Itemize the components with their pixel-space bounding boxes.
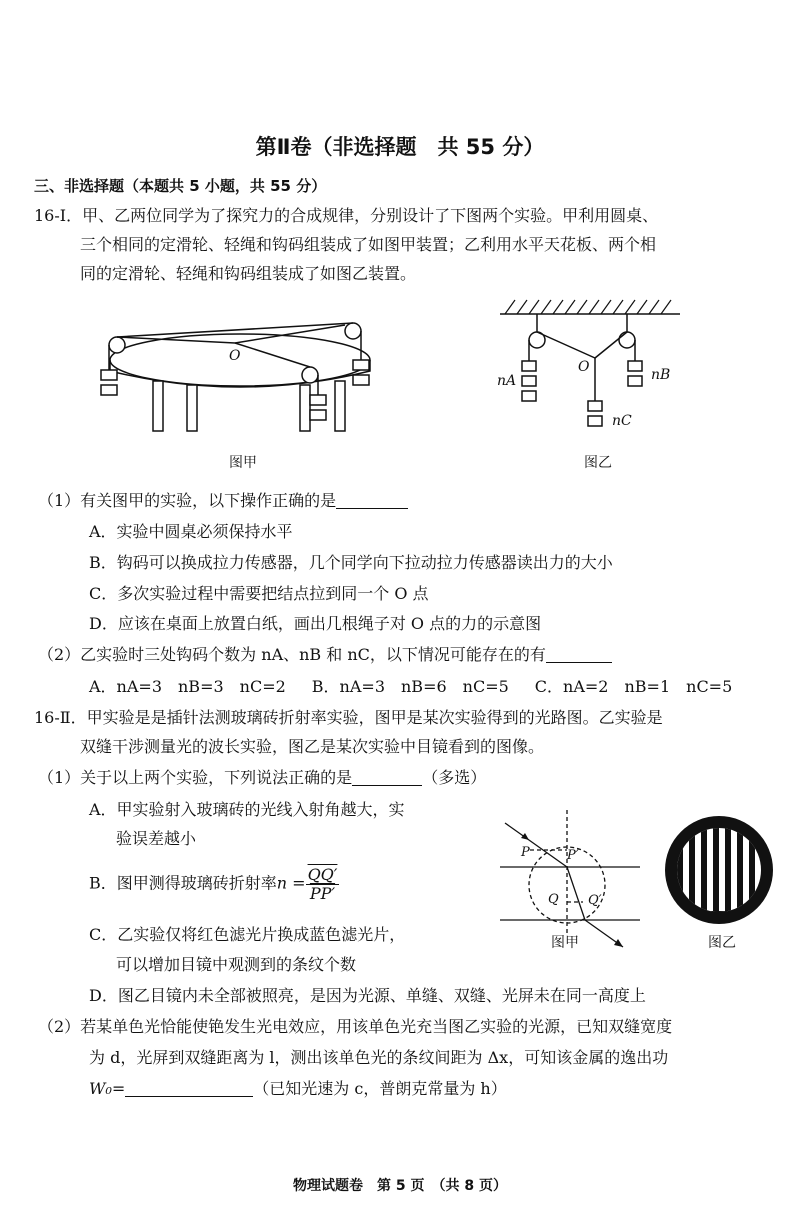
q16b-p2-line-3: W₀= （已知光速为 c，普朗克常量为 h） xyxy=(89,1079,507,1098)
fig-yi-label-na: nA xyxy=(497,373,517,389)
fig-jia-label-o: O xyxy=(229,348,241,364)
q16b-p2-line-2: 为 d，光屏到双缝距离为 l，测出该单色光的条纹间距为 Δx，可知该金属的逸出功 xyxy=(89,1048,669,1067)
fig-brick-label-p: P xyxy=(521,845,530,860)
fig-brick-label-p-prime: P′ xyxy=(567,848,579,863)
q16a-p1-stem: （1）有关图甲的实验，以下操作正确的是 xyxy=(38,491,408,510)
fig-brick-label-q-prime: Q′ xyxy=(588,893,602,908)
q16a-p1-option-d: D．应该在桌面上放置白纸，画出几根绳子对 O 点的力的示意图 xyxy=(89,614,542,633)
q16b-p1-option-d: D．图乙目镜内未全部被照亮，是因为光源、单缝、双缝、光屏未在同一高度上 xyxy=(89,986,646,1005)
answer-blank[interactable] xyxy=(546,646,612,663)
q16a-p1-option-c: C．多次实验过程中需要把结点拉到同一个 O 点 xyxy=(89,584,429,603)
fig-brick-label-q: Q xyxy=(548,892,559,907)
q16a-p2-option-a: A．nA=3 nB=3 nC=2 xyxy=(89,677,286,696)
q16a-p2-option-c: C．nA=2 nB=1 nC=5 xyxy=(534,677,733,696)
refraction-fraction: $\frac{QQ'}{PP'}$ xyxy=(307,865,338,903)
figure-interference-fringes xyxy=(664,815,774,925)
fig-yi-label-nc: nC xyxy=(612,413,632,429)
fig-brick-caption: 图甲 xyxy=(551,935,579,951)
q16a-p2-options xyxy=(89,677,732,696)
q16b-p1-option-b: B．图甲测得玻璃砖折射率n = $\frac{QQ'}{PP'}$ xyxy=(89,865,338,903)
fig-yi-label-nb: nB xyxy=(651,367,671,383)
q16a-stem-line-1: 16-Ⅰ．甲、乙两位同学为了探究力的合成规律，分别设计了下图两个实验。甲利用圆桌、 xyxy=(34,206,659,225)
fig-yi-label-o: O xyxy=(578,359,590,375)
q16b-stem-line-2: 双缝干涉测量光的波长实验，图乙是某次实验中目镜看到的图像。 xyxy=(80,737,545,756)
figure-round-table xyxy=(95,315,395,465)
q16a-stem-line-3: 同的定滑轮、轻绳和钩码组装成了如图乙装置。 xyxy=(80,264,417,283)
fig-jia-caption: 图甲 xyxy=(229,455,257,471)
q16a-p2-option-b: B．nA=3 nB=6 nC=5 xyxy=(311,677,509,696)
answer-blank[interactable] xyxy=(352,769,422,786)
q16b-p1-option-a-line-2: 验误差越小 xyxy=(116,829,197,848)
answer-blank[interactable] xyxy=(336,492,408,509)
fig-fringes-caption: 图乙 xyxy=(708,935,736,951)
q16a-stem-line-2: 三个相同的定滑轮、轻绳和钩码组装成了如图甲装置；乙利用水平天花板、两个相 xyxy=(80,235,657,254)
q16b-p1-option-a-line-1: A．甲实验射入玻璃砖的光线入射角越大，实 xyxy=(89,800,405,819)
q16b-p2-line-1: （2）若某单色光恰能使铯发生光电效应，用该单色光充当图乙实验的光源，已知双缝宽度 xyxy=(38,1017,673,1036)
q16b-p1-stem: （1）关于以上两个实验，下列说法正确的是 （多选） xyxy=(38,768,487,787)
answer-blank[interactable] xyxy=(125,1080,253,1097)
q16a-p2-stem: （2）乙实验时三处钩码个数为 nA、nB 和 nC，以下情况可能存在的有 xyxy=(38,645,612,664)
fig-yi-caption: 图乙 xyxy=(584,455,612,471)
q16a-p1-option-b: B．钩码可以换成拉力传感器，几个同学向下拉动拉力传感器读出力的大小 xyxy=(89,553,613,572)
page-footer: 物理试题卷 第 5 页 （共 8 页） xyxy=(293,1178,507,1194)
q16b-stem-line-1: 16-Ⅱ．甲实验是是插针法测玻璃砖折射率实验，图甲是某次实验得到的光路图。乙实验是 xyxy=(34,708,663,727)
q16a-p1-option-a: A．实验中圆桌必须保持水平 xyxy=(89,522,293,541)
section-title: 第Ⅱ卷（非选择题 共 55 分） xyxy=(255,135,545,159)
q16b-p1-option-c-line-1: C．乙实验仅将红色滤光片换成蓝色滤光片， xyxy=(89,925,406,944)
q16b-p1-option-c-line-2: 可以增加目镜中观测到的条纹个数 xyxy=(116,955,357,974)
section-heading: 三、非选择题（本题共 5 小题，共 55 分） xyxy=(34,177,327,195)
